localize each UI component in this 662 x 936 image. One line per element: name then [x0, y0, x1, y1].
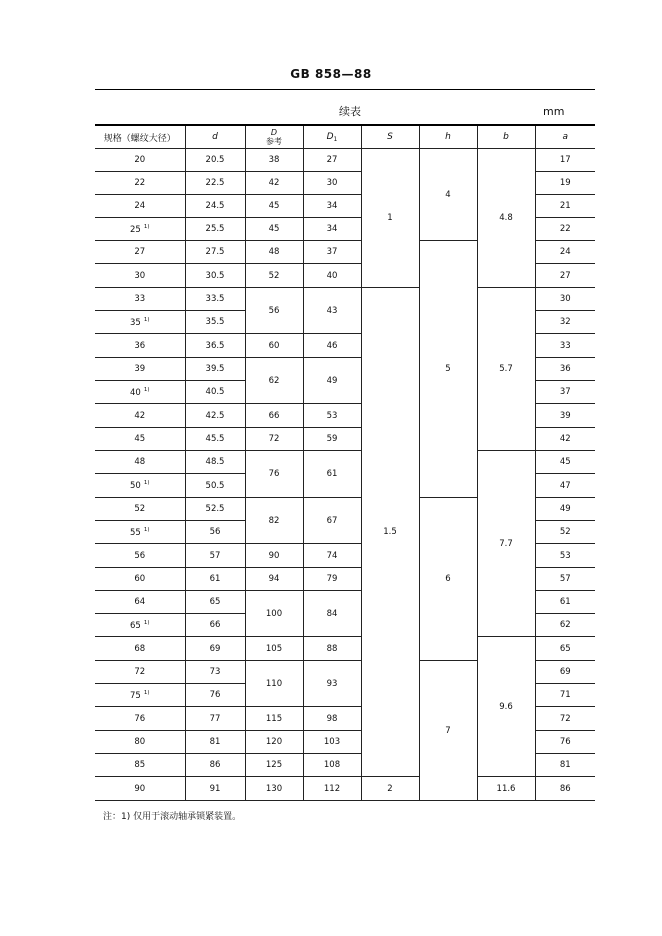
cell-b: 7.7	[477, 451, 535, 637]
cell-d: 25.5	[185, 218, 245, 241]
cell-a: 76	[535, 731, 595, 754]
cell-a: 45	[535, 451, 595, 474]
cell-D1: 67	[303, 498, 361, 544]
cell-d: 22.5	[185, 172, 245, 195]
spec-value: 64	[134, 597, 146, 607]
cell-spec	[95, 754, 185, 777]
table-row	[95, 288, 595, 311]
cell-a: 65	[535, 637, 595, 661]
cell-d: 30.5	[185, 264, 245, 288]
cell-d: 81	[185, 731, 245, 754]
cell-h: 7	[419, 661, 477, 801]
cell-d: 77	[185, 707, 245, 731]
col-header-h: h	[419, 125, 477, 149]
cell-d: 24.5	[185, 195, 245, 218]
cell-a: 42	[535, 428, 595, 451]
col-header-D1-symbol: D	[326, 131, 334, 142]
cell-D: 76	[245, 451, 303, 498]
cell-b: 4.8	[477, 149, 535, 288]
continued-label: 续表	[339, 105, 361, 118]
cell-d: 56	[185, 521, 245, 544]
cell-d: 65	[185, 591, 245, 614]
cell-D: 62	[245, 358, 303, 404]
cell-spec	[95, 474, 185, 498]
cell-a: 86	[535, 777, 595, 801]
cell-a: 17	[535, 149, 595, 172]
cell-spec	[95, 544, 185, 568]
spec-value: 22	[134, 178, 146, 188]
cell-d: 36.5	[185, 334, 245, 358]
cell-d: 91	[185, 777, 245, 801]
table-row	[95, 637, 595, 661]
cell-D: 100	[245, 591, 303, 637]
document-code: GB 858—88	[290, 67, 372, 81]
table-row	[95, 777, 595, 801]
cell-d: 66	[185, 614, 245, 637]
cell-h: 6	[419, 498, 477, 661]
cell-b: 11.6	[477, 777, 535, 801]
cell-spec	[95, 707, 185, 731]
spec-value: 20	[134, 155, 146, 165]
cell-S: 2	[361, 777, 419, 801]
cell-a: 71	[535, 684, 595, 707]
cell-D1: 74	[303, 544, 361, 568]
cell-d: 76	[185, 684, 245, 707]
col-header-D-ref: 参考	[266, 137, 282, 146]
cell-a: 53	[535, 544, 595, 568]
cell-spec	[95, 428, 185, 451]
top-rule	[95, 89, 595, 90]
dimension-table	[95, 124, 595, 801]
cell-a: 33	[535, 334, 595, 358]
spec-value: 45	[134, 434, 146, 444]
cell-d: 42.5	[185, 404, 245, 428]
cell-spec	[95, 311, 185, 334]
cell-d: 27.5	[185, 241, 245, 264]
spec-value: 40	[130, 387, 141, 398]
cell-a: 36	[535, 358, 595, 381]
cell-spec	[95, 149, 185, 172]
cell-D: 52	[245, 264, 303, 288]
cell-a: 37	[535, 381, 595, 404]
spec-value: 80	[134, 737, 146, 747]
cell-h: 5	[419, 241, 477, 498]
cell-a: 47	[535, 474, 595, 498]
cell-D1: 53	[303, 404, 361, 428]
cell-D: 82	[245, 498, 303, 544]
cell-h: 4	[419, 149, 477, 241]
col-header-D	[245, 125, 303, 149]
cell-a: 30	[535, 288, 595, 311]
spec-value: 36	[134, 340, 146, 351]
cell-spec	[95, 498, 185, 521]
cell-D1: 30	[303, 172, 361, 195]
cell-D1: 112	[303, 777, 361, 801]
cell-spec	[95, 381, 185, 404]
spec-value: 27	[134, 247, 146, 257]
spec-value: 39	[134, 364, 146, 374]
col-header-D1-sub: 1	[333, 135, 338, 143]
cell-D: 42	[245, 172, 303, 195]
cell-D1: 34	[303, 218, 361, 241]
cell-d: 48.5	[185, 451, 245, 474]
col-header-D-symbol: D	[270, 128, 278, 137]
cell-a: 24	[535, 241, 595, 264]
cell-a: 61	[535, 591, 595, 614]
spec-value: 60	[134, 574, 146, 584]
cell-b: 9.6	[477, 637, 535, 777]
spec-value: 65	[130, 620, 141, 631]
cell-a: 39	[535, 404, 595, 428]
cell-d: 86	[185, 754, 245, 777]
footnote-marker: 1)	[143, 223, 150, 230]
footnote-marker: 1)	[143, 526, 150, 533]
cell-D1: 49	[303, 358, 361, 404]
col-header-spec: 规格（螺纹大径）	[95, 125, 185, 149]
cell-spec	[95, 684, 185, 707]
cell-a: 52	[535, 521, 595, 544]
cell-D: 38	[245, 149, 303, 172]
cell-spec	[95, 568, 185, 591]
cell-spec	[95, 731, 185, 754]
cell-spec	[95, 218, 185, 241]
cell-D1: 59	[303, 428, 361, 451]
cell-a: 49	[535, 498, 595, 521]
table-row	[95, 149, 595, 172]
table-row	[95, 451, 595, 474]
cell-d: 57	[185, 544, 245, 568]
cell-a: 27	[535, 264, 595, 288]
footnote: 注：1) 仅用于滚动轴承锁紧装置。	[103, 812, 242, 822]
cell-a: 72	[535, 707, 595, 731]
cell-d: 73	[185, 661, 245, 684]
cell-S: 1.5	[361, 288, 419, 777]
spec-value: 42	[134, 410, 146, 421]
spec-value: 24	[134, 201, 146, 211]
table-body	[95, 149, 595, 801]
cell-a: 57	[535, 568, 595, 591]
spec-value: 85	[134, 760, 146, 770]
cell-D: 72	[245, 428, 303, 451]
cell-d: 40.5	[185, 381, 245, 404]
cell-D: 45	[245, 195, 303, 218]
cell-spec	[95, 195, 185, 218]
footnote-marker: 1)	[143, 386, 150, 393]
spec-value: 75	[130, 690, 141, 701]
cell-d: 39.5	[185, 358, 245, 381]
cell-spec	[95, 661, 185, 684]
cell-d: 52.5	[185, 498, 245, 521]
cell-D1: 79	[303, 568, 361, 591]
cell-D1: 43	[303, 288, 361, 334]
cell-spec	[95, 637, 185, 661]
spec-value: 72	[134, 667, 146, 677]
cell-a: 21	[535, 195, 595, 218]
cell-D1: 98	[303, 707, 361, 731]
footnote-marker: 1)	[143, 480, 150, 486]
cell-spec	[95, 614, 185, 637]
cell-D: 66	[245, 404, 303, 428]
unit-label: mm	[543, 105, 565, 118]
cell-D1: 88	[303, 637, 361, 661]
cell-D: 90	[245, 544, 303, 568]
cell-spec	[95, 264, 185, 288]
col-header-a: a	[535, 125, 595, 149]
spec-value: 50	[130, 481, 141, 491]
spec-value: 25	[130, 224, 141, 235]
col-header-b: b	[477, 125, 535, 149]
col-header-D1	[303, 125, 361, 149]
cell-D1: 37	[303, 241, 361, 264]
cell-D: 94	[245, 568, 303, 591]
spec-value: 48	[134, 457, 146, 467]
footnote-marker: 1)	[143, 689, 150, 696]
cell-d: 69	[185, 637, 245, 661]
cell-D1: 46	[303, 334, 361, 358]
cell-D1: 34	[303, 195, 361, 218]
cell-spec	[95, 777, 185, 801]
cell-a: 22	[535, 218, 595, 241]
spec-value: 55	[130, 527, 141, 538]
spec-value: 35	[130, 317, 141, 328]
spec-value: 33	[134, 294, 146, 304]
cell-D: 105	[245, 637, 303, 661]
spec-value: 52	[134, 504, 146, 514]
cell-D1: 84	[303, 591, 361, 637]
cell-d: 35.5	[185, 311, 245, 334]
cell-D: 48	[245, 241, 303, 264]
cell-d: 50.5	[185, 474, 245, 498]
cell-D1: 40	[303, 264, 361, 288]
cell-spec	[95, 241, 185, 264]
spec-value: 90	[134, 783, 146, 794]
cell-d: 45.5	[185, 428, 245, 451]
cell-a: 81	[535, 754, 595, 777]
cell-D: 130	[245, 777, 303, 801]
cell-spec	[95, 172, 185, 195]
cell-D1: 108	[303, 754, 361, 777]
cell-D1: 93	[303, 661, 361, 707]
cell-D: 115	[245, 707, 303, 731]
cell-D: 125	[245, 754, 303, 777]
cell-D: 45	[245, 218, 303, 241]
spec-value: 76	[134, 713, 146, 724]
cell-a: 32	[535, 311, 595, 334]
cell-b: 5.7	[477, 288, 535, 451]
col-header-S: S	[361, 125, 419, 149]
cell-D: 56	[245, 288, 303, 334]
cell-spec	[95, 521, 185, 544]
cell-a: 62	[535, 614, 595, 637]
spec-value: 30	[134, 270, 146, 281]
footnote-marker: 1)	[143, 316, 150, 323]
cell-D: 60	[245, 334, 303, 358]
cell-D: 120	[245, 731, 303, 754]
cell-spec	[95, 288, 185, 311]
table-header-row	[95, 125, 595, 149]
spec-value: 56	[134, 550, 146, 561]
cell-a: 69	[535, 661, 595, 684]
cell-spec	[95, 451, 185, 474]
cell-spec	[95, 591, 185, 614]
cell-D1: 27	[303, 149, 361, 172]
cell-spec	[95, 358, 185, 381]
cell-S: 1	[361, 149, 419, 288]
cell-D: 110	[245, 661, 303, 707]
cell-d: 20.5	[185, 149, 245, 172]
cell-D1: 103	[303, 731, 361, 754]
spec-value: 68	[134, 643, 146, 654]
col-header-d: d	[185, 125, 245, 149]
cell-d: 61	[185, 568, 245, 591]
footnote-marker: 1)	[143, 619, 150, 626]
cell-d: 33.5	[185, 288, 245, 311]
cell-spec	[95, 334, 185, 358]
cell-D1: 61	[303, 451, 361, 498]
cell-a: 19	[535, 172, 595, 195]
cell-spec	[95, 404, 185, 428]
